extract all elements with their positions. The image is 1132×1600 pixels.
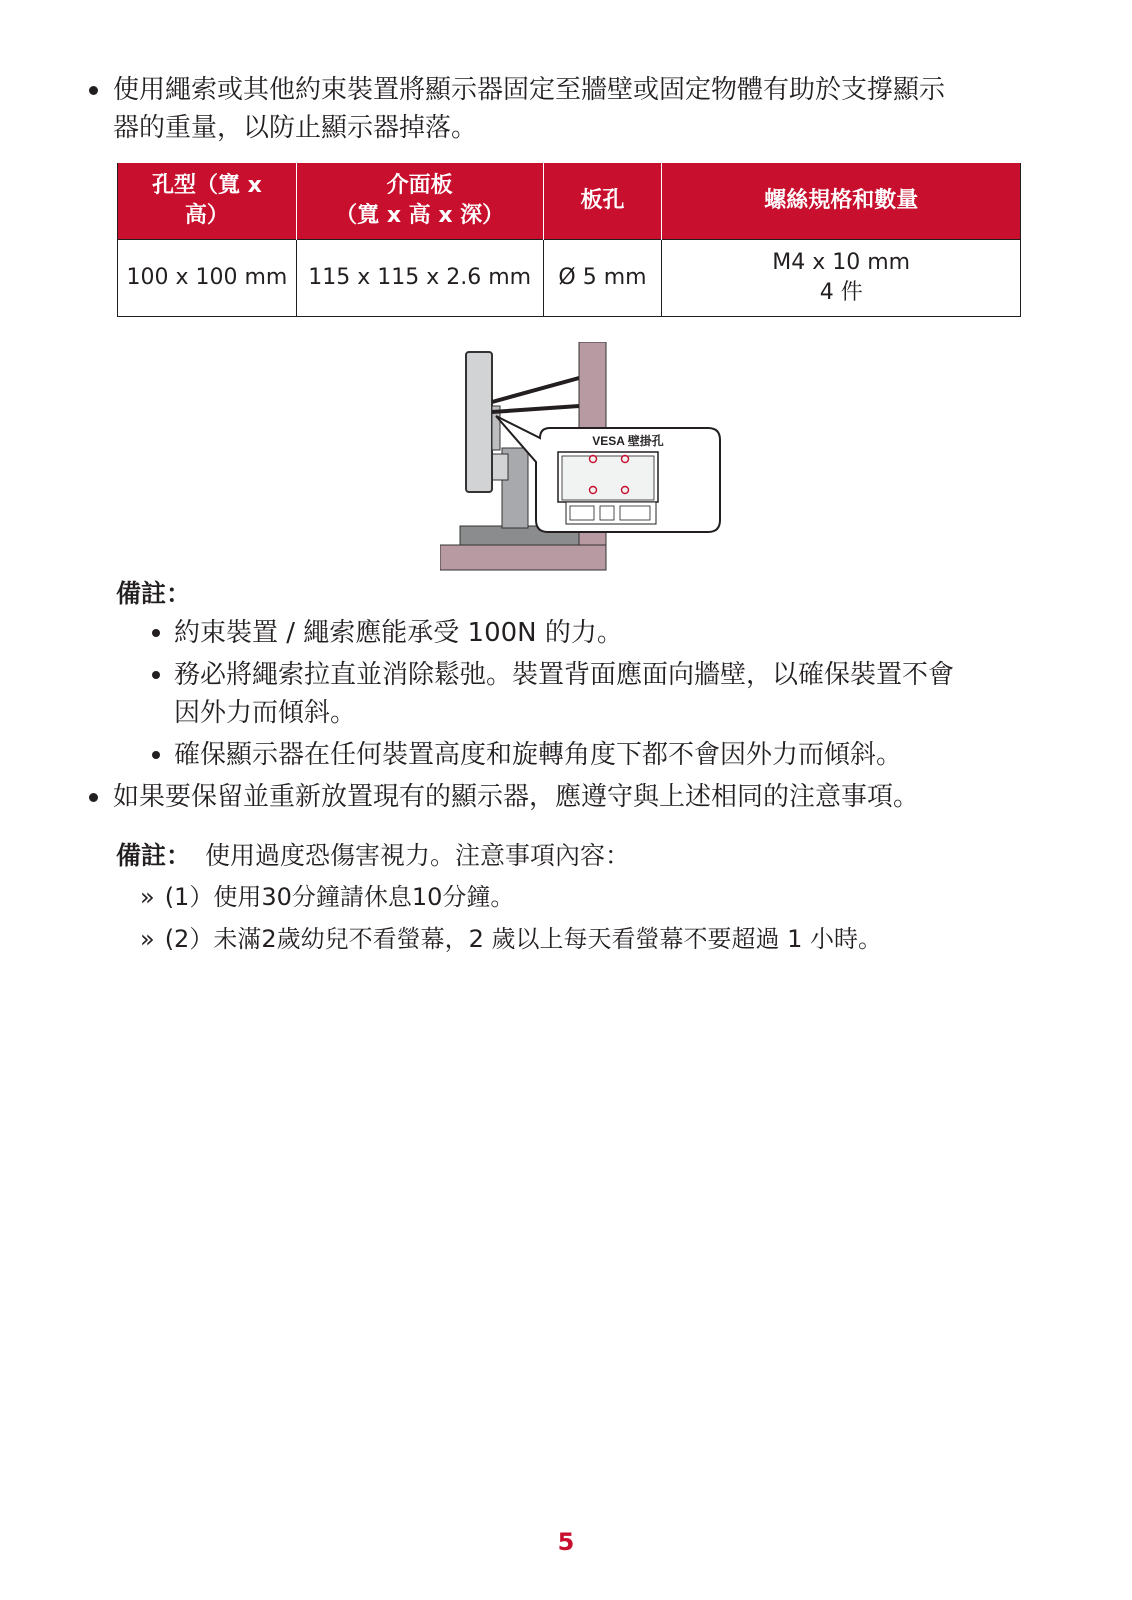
- cell-hole-pattern: 100 x 100 mm: [118, 240, 297, 317]
- header-hole-pattern: 孔型（寬 x 高）: [118, 163, 297, 240]
- header-interface-pad: 介面板 （寬 x 高 x 深）: [296, 163, 543, 240]
- table-header-row: [118, 163, 1021, 240]
- note2-title: 備註：: [116, 841, 192, 870]
- bullet-dot: [152, 629, 160, 637]
- page-number: 5: [557, 1528, 575, 1556]
- intro-line-1: 使用繩索或其他約束裝置將顯示器固定至牆壁或固定物體有助於支撐顯示: [113, 75, 946, 105]
- table-row: [118, 240, 1021, 317]
- floor: [440, 545, 606, 570]
- arrow-marker-icon: »: [140, 925, 155, 953]
- io-panel: [566, 502, 656, 524]
- bullet-dot: [89, 793, 98, 802]
- note-item-3: 確保顯示器在任何裝置高度和旋轉角度下都不會因外力而傾斜。: [152, 736, 1032, 774]
- bullet-dot: [89, 86, 98, 95]
- cell-pad-hole: Ø 5 mm: [543, 240, 662, 317]
- arrow-marker-icon: »: [140, 883, 155, 911]
- note2-text: 使用過度恐傷害視力。注意事項內容：: [204, 841, 630, 870]
- restraint-cord-1: [492, 378, 579, 402]
- intro-bullet: [89, 71, 1049, 147]
- intro-line-2: 器的重量，以防止顯示器掉落。: [113, 113, 478, 143]
- note-item-2: 務必將繩索拉直並消除鬆弛。裝置背面應面向牆壁，以確保裝置不會 因外力而傾斜。: [152, 656, 1032, 732]
- cell-interface-pad: 115 x 115 x 2.6 mm: [296, 240, 543, 317]
- bullet-dot: [152, 751, 160, 759]
- restraint-cord-2: [492, 406, 579, 412]
- header-pad-hole: 板孔: [543, 163, 662, 240]
- second-bullet: 如果要保留並重新放置現有的顯示器，應遵守與上述相同的注意事項。: [89, 778, 1049, 816]
- note-item-1: 約束裝置 / 繩索應能承受 100N 的力。: [152, 614, 1032, 652]
- header-screw-spec: 螺絲規格和數量: [662, 163, 1021, 240]
- callout-label: VESA 壁掛孔: [592, 434, 664, 448]
- bullet-dot: [152, 671, 160, 679]
- note-title: 備註：: [116, 579, 192, 608]
- vesa-back-inner: [562, 456, 654, 500]
- cell-screw-spec: M4 x 10 mm 4 件: [662, 240, 1021, 317]
- note2-item-2: » (2）未滿2歲幼兒不看螢幕，2 歲以上每天看螢幕不要超過 1 小時。: [140, 925, 883, 953]
- wall-mount-diagram: [440, 342, 740, 572]
- note2: [116, 838, 630, 874]
- note2-item-1: » (1）使用30分鐘請休息10分鐘。: [140, 883, 515, 911]
- vesa-spec-table: [117, 163, 1021, 317]
- stand-hinge: [492, 454, 508, 480]
- monitor-panel: [466, 352, 492, 492]
